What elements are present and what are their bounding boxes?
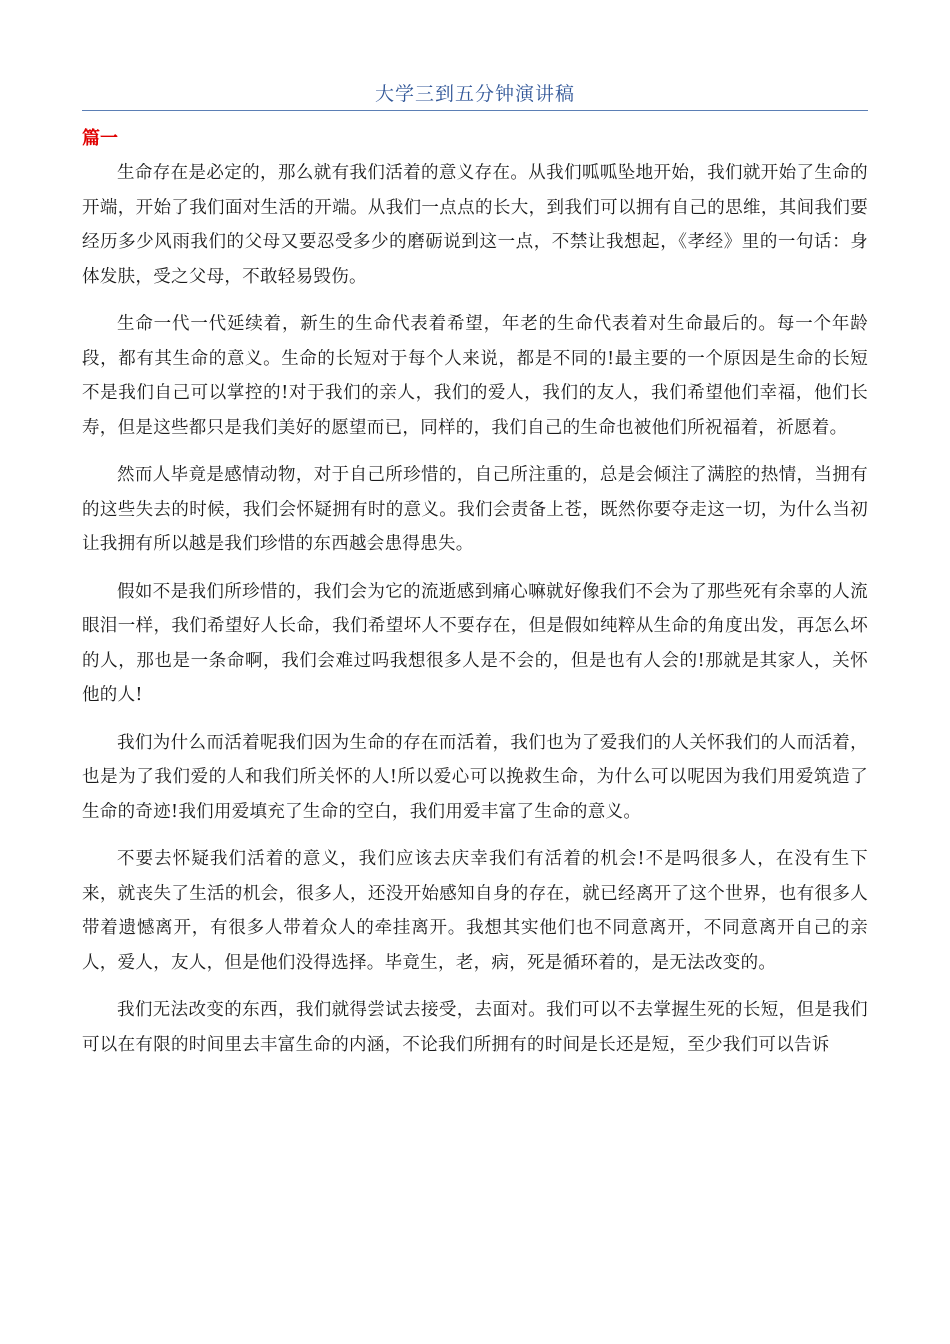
document-header [82,80,868,111]
paragraph: 生命一代一代延续着，新生的生命代表着希望，年老的生命代表着对生命最后的。每一个年龄段，都有其生命的意义。生命的长短对于每个人来说，都是不同的!最主要的一个原因是生命的长短不是我们自己可以掌控的!对于我们的亲人，我们的爱人，我们的友人，我们希望他们幸福，他们长寿，但是这些都只是我们美好的愿望而已，同样的，我们自己的生命也被他们所祝福着，祈愿着。 [82,314,868,438]
paragraph: 我们为什么而活着呢我们因为生命的存在而活着，我们也为了爱我们的人关怀我们的人而活着，也是为了我们爱的人和我们所关怀的人!所以爱心可以挽救生命，为什么可以呢因为我们用爱筑造了生命的奇迹!我们用爱填充了生命的空白，我们用爱丰富了生命的意义。 [82,732,868,822]
paragraph: 然而人毕竟是感情动物，对于自己所珍惜的，自己所注重的，总是会倾注了满腔的热情，当拥有的这些失去的时候，我们会怀疑拥有时的意义。我们会责备上苍，既然你要夺走这一切，为什么当初让我拥有所以越是我们珍惜的东西越会患得患失。 [82,465,868,554]
paragraph: 不要去怀疑我们活着的意义，我们应该去庆幸我们有活着的机会!不是吗很多人，在没有生下来，就丧失了生活的机会，很多人，还没开始感知自身的存在，就已经离开了这个世界，也有很多人带着遗憾离开，有很多人带着众人的牵挂离开。我想其实他们也不同意离开，不同意离开自己的亲人，爱人，友人，但是他们没得选择。毕竟生，老，病，死是循环着的，是无法改变的。 [82,849,868,973]
paragraph: 假如不是我们所珍惜的，我们会为它的流逝感到痛心嘛就好像我们不会为了那些死有余辜的人流眼泪一样，我们希望好人长命，我们希望坏人不要存在，但是假如纯粹从生命的角度出发，再怎么坏的人，那也是一条命啊，我们会难过吗我想很多人是不会的，但是也有人会的!那就是其家人，关怀他的人! [82,581,868,705]
document-body [82,156,868,1075]
paragraph: 我们无法改变的东西，我们就得尝试去接受，去面对。我们可以不去掌握生死的长短，但是我们可以在有限的时间里去丰富生命的内涵，不论我们所拥有的时间是长还是短，至少我们可以告诉 [82,1000,868,1055]
paragraph: 生命存在是必定的，那么就有我们活着的意义存在。从我们呱呱坠地开始，我们就开始了生命的开端，开始了我们面对生活的开端。从我们一点点的长大，到我们可以拥有自己的思维，其间我们要经历多少风雨我们的父母又要忍受多少的磨砺说到这一点，不禁让我想起，《孝经》里的一句话：身体发肤，受之父母，不敢轻易毁伤。 [82,163,868,287]
section-label: 篇一 [82,128,118,149]
document-title: 大学三到五分钟演讲稿 [374,83,575,105]
